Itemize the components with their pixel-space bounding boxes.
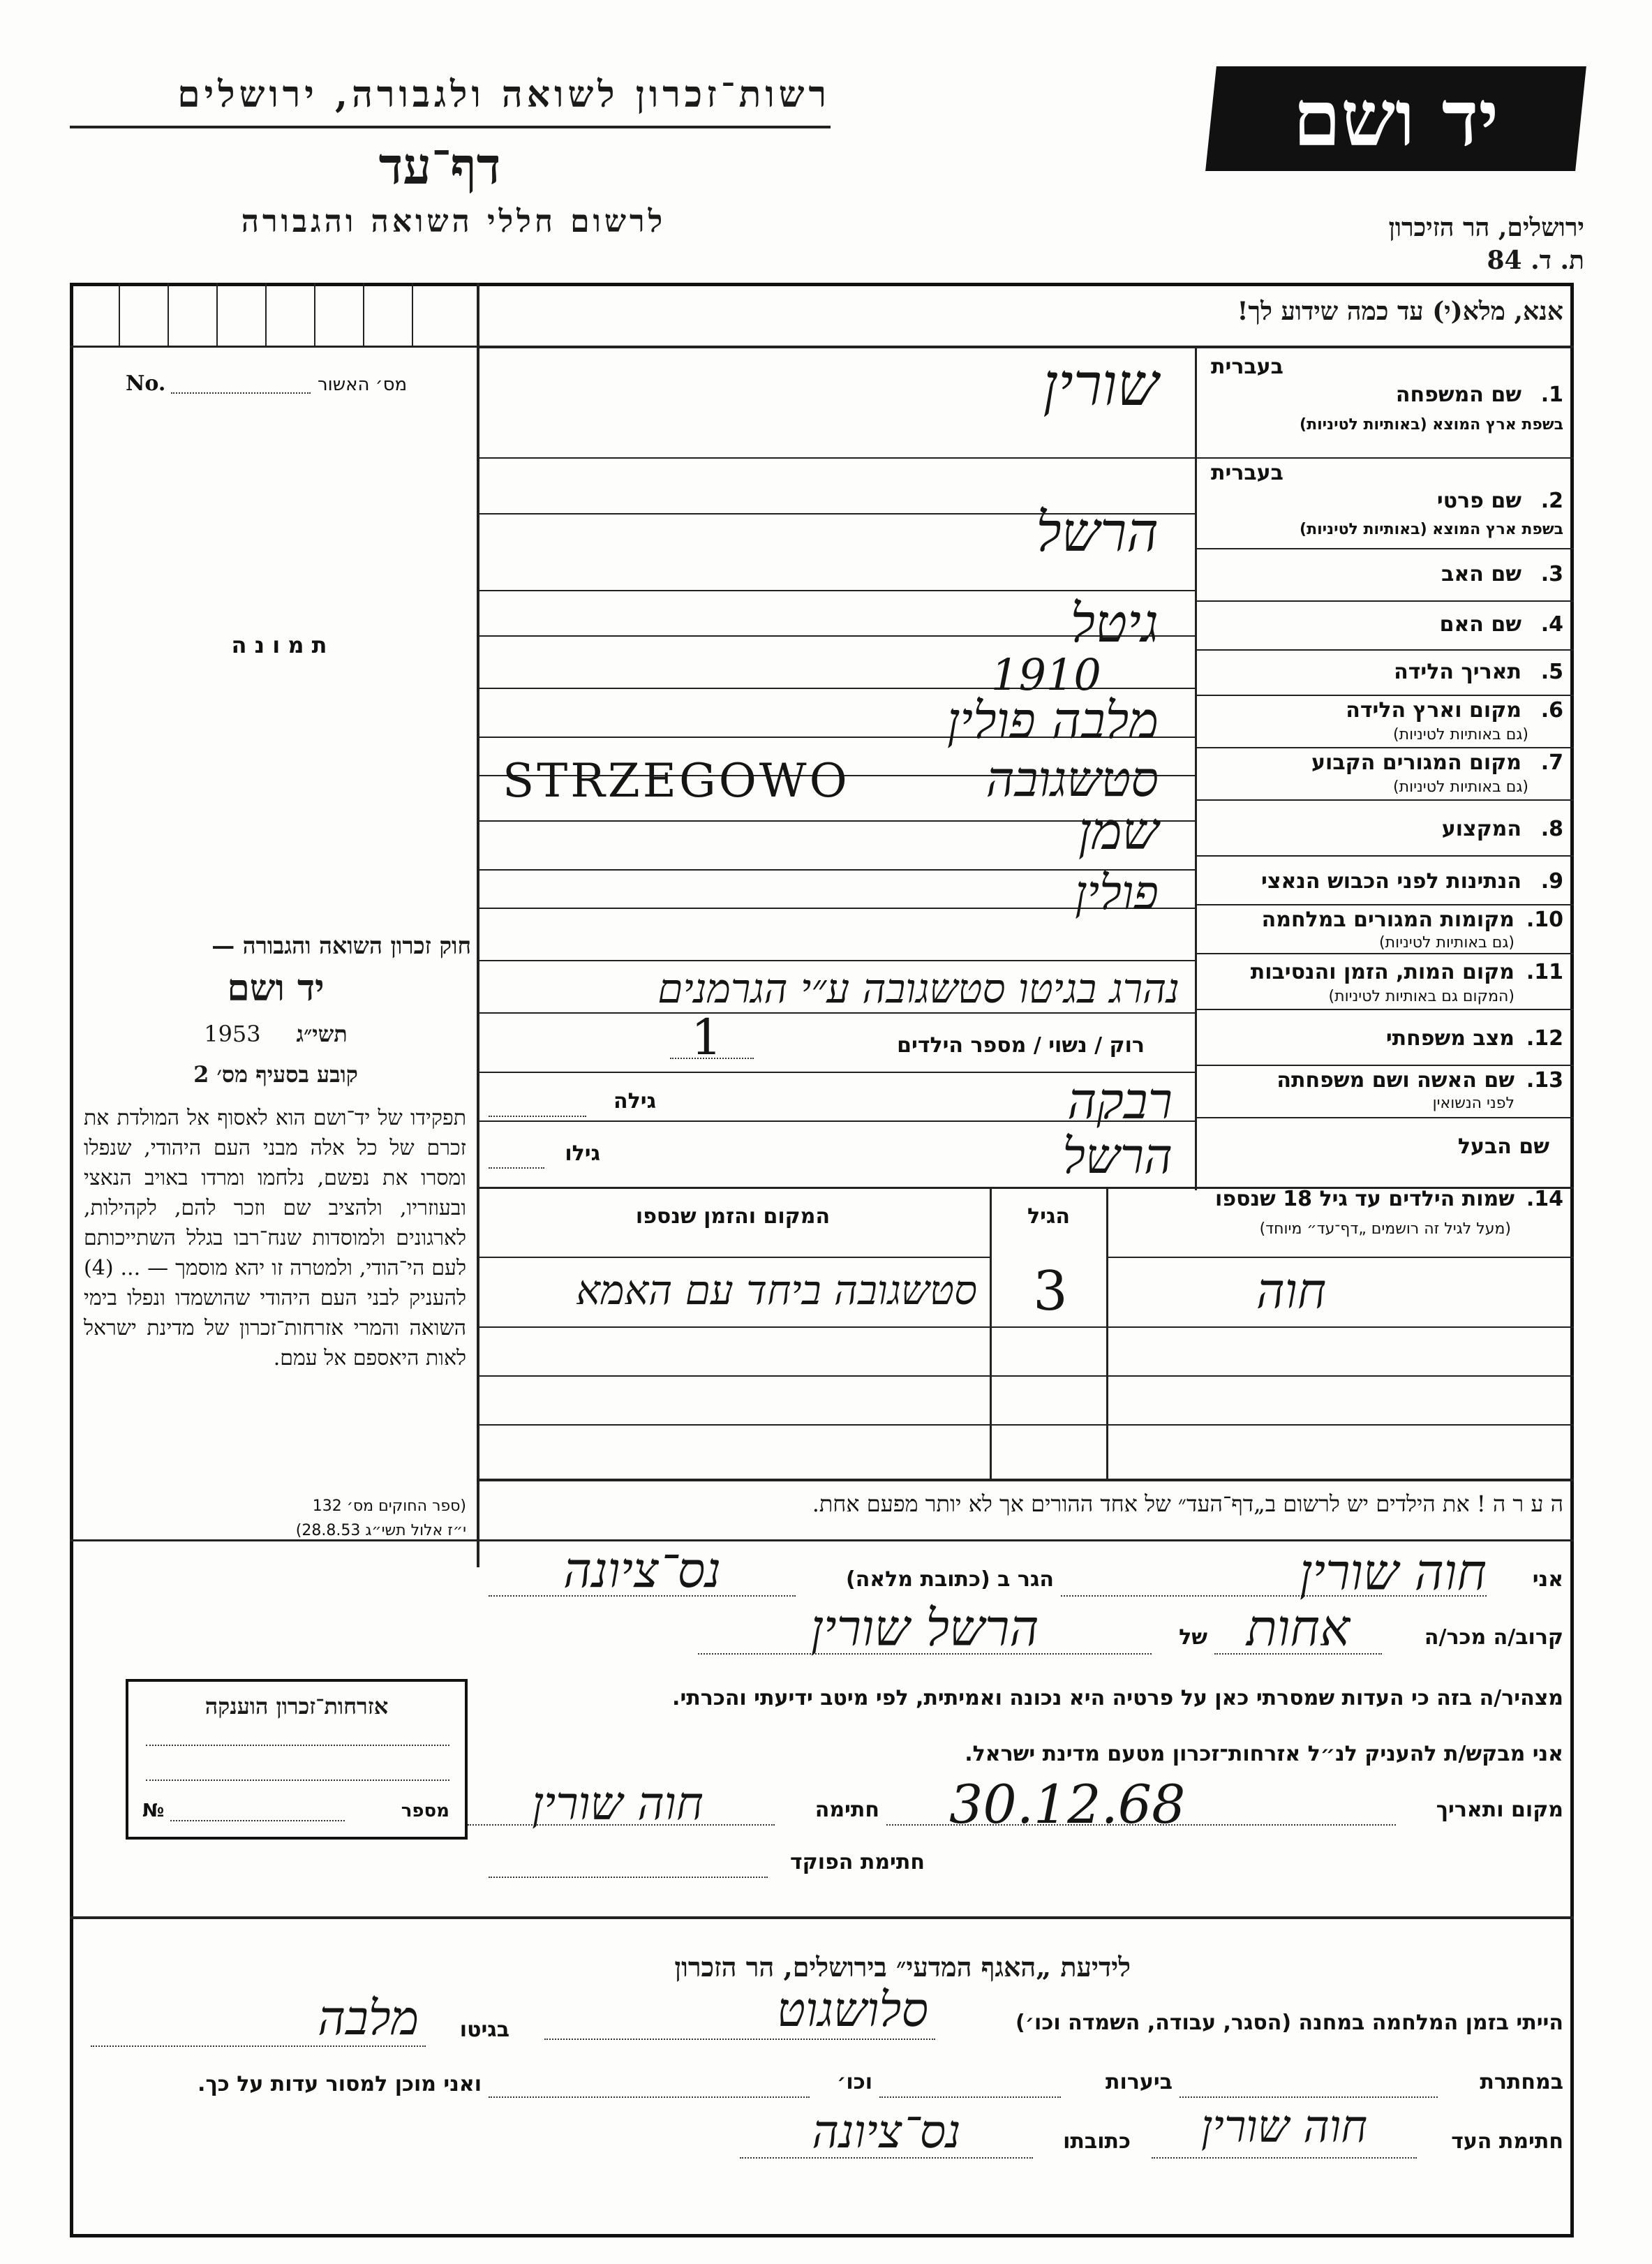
f11-number: 11. (1526, 960, 1563, 984)
f2-number: 2. (1540, 489, 1563, 513)
f11-sub: (המקום גם באותיות לטיניות) (1328, 988, 1515, 1005)
reg-cells-bottom (70, 346, 478, 348)
law-name: יד ושם (227, 967, 325, 1009)
official-field[interactable] (489, 1877, 768, 1878)
f13-age-field[interactable] (489, 1116, 586, 1117)
i-label: אני (1532, 1567, 1563, 1592)
instruction: אנא, מלא(י) עד כמה שידוע לך! (1237, 297, 1563, 326)
husband-value[interactable]: הרשל (1062, 1127, 1173, 1185)
underground-field[interactable] (1180, 2096, 1438, 2098)
f1-value[interactable]: שורין (1043, 350, 1159, 419)
of-value[interactable]: הרשל שורין (810, 1599, 1039, 1657)
side-panel-divider (477, 283, 479, 1567)
f6-label: מקום וארץ הלידה (1346, 698, 1521, 723)
law-ref2: י״ז אלול תשי״ג 28.8.53) (295, 1522, 466, 1539)
f9-value[interactable]: פולין (1075, 866, 1159, 921)
law-year-heb: תשי״ג (296, 1021, 348, 1047)
form-subtitle: לרשום חללי השואה והגבורה (241, 204, 667, 239)
f11-value[interactable]: נהרג בגיטו סטשגובה ע״י הגרמנים (657, 965, 1180, 1012)
f8-label: המקצוע (1441, 817, 1521, 841)
law-title: חוק זכרון השואה והגבורה — (211, 932, 471, 959)
f7-latin[interactable]: STRZEGOWO (503, 754, 850, 808)
forests-field[interactable] (879, 2096, 1061, 2098)
i-value[interactable]: חוה שורין (1299, 1543, 1487, 1601)
citizenship-no-field[interactable] (170, 1820, 345, 1821)
f3-number: 3. (1540, 562, 1563, 586)
citizenship-title: אזרחות־זכרון הוענקה (204, 1693, 389, 1719)
f6-value[interactable]: מלבה פולין (946, 691, 1159, 750)
f10-sub: (גם באותיות לטיניות) (1379, 934, 1515, 952)
ghetto-label: בגיטו (459, 2018, 509, 2042)
f1-label: שם המשפחה (1395, 383, 1521, 407)
f10-number: 10. (1526, 908, 1563, 932)
camp-value[interactable]: סלושגוט (777, 1983, 928, 2038)
col-age-header: הגיל (1027, 1204, 1070, 1229)
law-year-line (80, 1021, 471, 1047)
resides-label: הגר ב (כתובת מלאה) (845, 1567, 1054, 1592)
signature-label: חתימה (814, 1798, 879, 1822)
f6-number: 6. (1540, 698, 1563, 723)
child-place[interactable]: סטשגובה ביחד עם האמא (576, 1266, 977, 1314)
f14-sub: (מעל לגיל זה רושמים „דף־עד״ מיוחד) (1259, 1220, 1511, 1238)
f8-number: 8. (1540, 817, 1563, 841)
f11-label: מקום המות, הזמן והנסיבות (1250, 960, 1515, 984)
f2-sub: בשפת ארץ המוצא (באותיות לטיניות) (1300, 521, 1563, 538)
f12-options[interactable]: רוק / נשוי / מספר הילדים (897, 1033, 1145, 1058)
f4-number: 4. (1540, 612, 1563, 637)
f12-label: מצב משפחתי (1385, 1026, 1515, 1051)
underground-label: במחתרת (1480, 2070, 1563, 2094)
research-top-line (70, 1916, 1574, 1919)
f2-label: שם פרטי (1436, 489, 1521, 513)
children-col-place-divider (990, 1187, 992, 1480)
f7-value[interactable]: סטשגובה (985, 750, 1159, 808)
citizenship-box (126, 1679, 468, 1840)
f5-value[interactable]: 1910 (991, 649, 1101, 700)
f13-number: 13. (1526, 1068, 1563, 1093)
husband-age-label: גילו (565, 1141, 600, 1166)
reg-no-prefix: No. (126, 371, 166, 396)
date-value[interactable]: 30.12.68 (949, 1773, 1186, 1835)
children-note: ה ע ר ה ! את הילדים יש לרשום ב„דף־העד״ של אחד ההורים אך לא יותר מפעם אחת. (812, 1490, 1563, 1517)
f7-label: מקום המגורים הקבוע (1311, 750, 1521, 775)
f14-label: שמות הילדים עד גיל 18 שנספו (1215, 1187, 1515, 1211)
official-label: חתימת הפוקד (790, 1850, 925, 1874)
relative-label: קרוב/ה מכר/ה (1424, 1625, 1563, 1650)
f12-number: 12. (1526, 1026, 1563, 1051)
ghetto-value[interactable]: מלבה (318, 1991, 419, 2046)
children-table-bottom (478, 1479, 1574, 1481)
witness-sig-value[interactable]: חוה שורין (1200, 2101, 1368, 2153)
f2-hebrew-tag: בעברית (1211, 461, 1283, 485)
address-label: כתובתו (1063, 2129, 1131, 2154)
yad-vashem-logo (1205, 66, 1586, 171)
f13-value[interactable]: רבקה (1067, 1072, 1173, 1130)
children-col-age-divider (1106, 1187, 1108, 1480)
po-box: ת. ד. 84 (1487, 246, 1584, 275)
child-age[interactable]: 3 (1033, 1260, 1068, 1323)
camp-dots (544, 2039, 935, 2040)
witness-sig-label: חתימת העד (1451, 2129, 1563, 2154)
form-title: דף־עד (378, 136, 501, 195)
camp-label: הייתי בזמן המלחמה במחנה (הסגר, עבודה, השמדה וכו׳) (1015, 2011, 1563, 2035)
f13-age-label: גילה (613, 1089, 656, 1113)
law-text: תפקידו של יד־ושם הוא לאסוף אל המולדת את זכרם של כל אלה מבני העם היהודי, שנפלו ומסרו את נפשם, נלחמו ומרדו באויב הנאצי ובעוזריו, ולהציב שם וזכר להם, לקהילות, לארגונים ולמוסדות שנח־רבו בגלל השתייכותם לעם הי־הודי, ולמטרה זו יהא מוסמך — ... (4) להעניק לבני העם היהודי שהושמדו ונפלו בימי השואה והמרי אזרחות־זכרון של מדינת ישראל לאות היאספם אל עמם. (84, 1106, 466, 1370)
husband-label: שם הבעל (1457, 1134, 1549, 1159)
witness-sig-dots (1152, 2157, 1417, 2159)
note-bottom-line (70, 1539, 1574, 1541)
instruction-row-bottom (478, 346, 1574, 348)
f4-label: שם האם (1439, 612, 1521, 637)
f1-number: 1. (1540, 383, 1563, 407)
citizenship-line2[interactable] (146, 1780, 449, 1781)
f5-number: 5. (1540, 660, 1563, 684)
request: אני מבקש/ת להעניק לנ״ל אזרחות־זכרון מטעם מדינת ישראל. (965, 1742, 1563, 1766)
citizenship-no-label: מספר (401, 1800, 449, 1821)
law-year: 1953 (204, 1021, 261, 1047)
f2-value[interactable]: הרשל (1036, 501, 1159, 564)
etc-field[interactable] (489, 2096, 810, 2098)
f13-sub: לפני הנשואין (1432, 1095, 1515, 1112)
f6-sub: (גם באותיות לטיניות) (1393, 726, 1528, 743)
f3-label: שם האב (1441, 562, 1521, 586)
place-date-label: מקום ותאריך (1436, 1798, 1563, 1822)
f4-value[interactable]: גיטל (1070, 592, 1159, 654)
reg-no-label: מס׳ האשור (318, 374, 408, 395)
f14-number: 14. (1526, 1187, 1563, 1211)
f13-label: שם האשה ושם משפחתה (1277, 1068, 1515, 1093)
address-value[interactable]: נס־ציונה (812, 2105, 961, 2159)
f1-sub: בשפת ארץ המוצא (באותיות לטיניות) (1300, 416, 1563, 434)
f12-value[interactable]: 1 (691, 1009, 722, 1066)
f5-label: תאריך הלידה (1394, 660, 1521, 684)
declaration: מצהיר/ה בזה כי העדות שמסרתי כאן על פרטיה היא נכונה ואמיתית, לפי מיטב ידיעתי והכרתי. (672, 1686, 1563, 1710)
law-clause: קובע בסעיף מס׳ 2 (193, 1061, 358, 1088)
photo-label: ת מ ו נ ה (231, 632, 327, 658)
header-underline (70, 126, 831, 128)
resides-value[interactable]: נס־ציונה (563, 1541, 722, 1599)
forests-label: ביערות (1106, 2070, 1173, 2094)
citizenship-no-prefix: № (142, 1800, 165, 1821)
reg-no-field[interactable] (171, 392, 311, 394)
citizenship-line1[interactable] (146, 1745, 449, 1746)
f10-label: מקומות המגורים במלחמה (1261, 908, 1515, 932)
f1-hebrew-tag: בעברית (1211, 355, 1283, 379)
child-name[interactable]: חוה (1256, 1262, 1327, 1319)
husband-age-field[interactable] (489, 1167, 544, 1169)
f8-value[interactable]: שמן (1078, 801, 1159, 861)
label-column-divider (1195, 346, 1197, 1190)
ready-label: ואני מוכן למסור עדות על כך. (198, 2072, 482, 2096)
col-place-header: המקום והזמן שנספו (635, 1204, 831, 1229)
law-ref1: (ספר החוקים מס׳ 132 (312, 1497, 466, 1515)
f9-label: הנתינות לפני הכבוש הנאצי (1261, 869, 1521, 894)
signature-value[interactable]: חוה שורין (532, 1777, 704, 1830)
f7-number: 7. (1540, 750, 1563, 775)
logo-text: יד ושם (1293, 73, 1499, 163)
research-title: לידיעת „האגף המדעי״ בירושלים, הר הזכרון (674, 1951, 1131, 1983)
etc-label: וכו׳ (837, 2070, 872, 2094)
address: ירושלים, הר הזיכרון (1388, 213, 1584, 242)
f9-number: 9. (1540, 869, 1563, 894)
f7-sub: (גם באותיות לטיניות) (1393, 778, 1528, 796)
relative-value[interactable]: אחות (1246, 1599, 1350, 1657)
institution-name: רשות־זכרון לשואה ולגבורה, ירושלים (177, 73, 831, 116)
of-label: של (1179, 1625, 1207, 1650)
